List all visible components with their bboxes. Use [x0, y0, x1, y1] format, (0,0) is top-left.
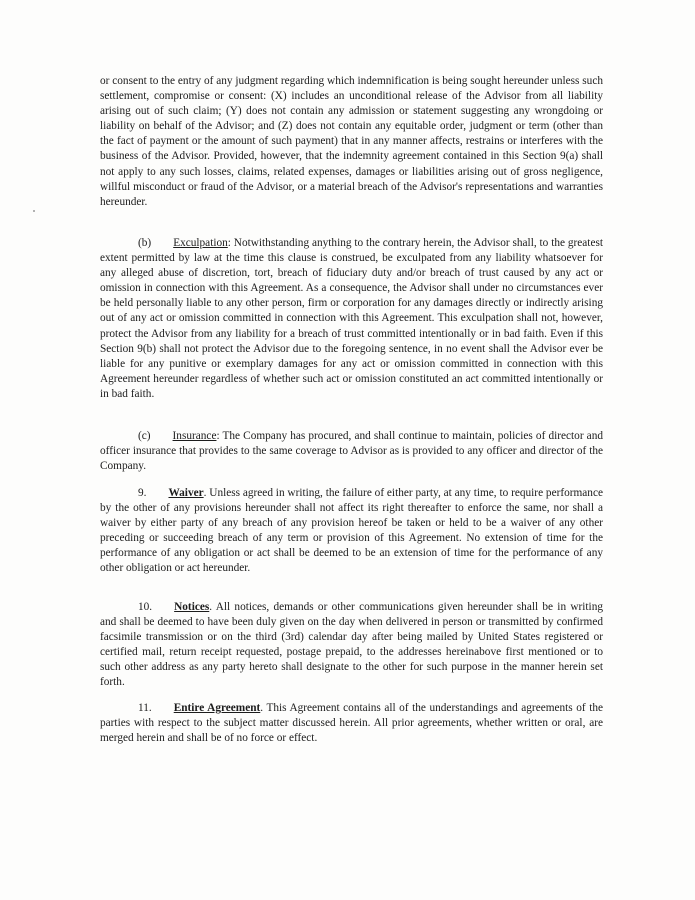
paragraph-notices — [100, 600, 603, 691]
clause-body: : The Company has procured, and shall continue to maintain, policies of director and officer insurance that provides to the same coverage to Advisor as is provided to any officer and director of the Company. — [100, 430, 603, 473]
clause-heading-exculpation: Exculpation — [173, 237, 228, 249]
clause-label: (b) — [138, 237, 152, 249]
paragraph-entire-agreement — [100, 701, 603, 746]
paragraph-insurance — [100, 429, 603, 474]
clause-body: : Notwithstanding anything to the contrary herein, the Advisor shall, to the greatest extent permitted by law at the time this clause is construed, be exculpated from any liability whatsoever for any alleged abuse of discretion, tort, breach of fiduciary duty and/or breach of trust caused by any act or omission in connection with this Agreement. As a consequence, the Advisor shall under no circumstances ever be held personally liable to any other person, firm or corporation for any damages directly or indirectly arising out of any act or omission committed in connection with this Agreement. This exculpation shall not, however, protect the Advisor from any liability for a breach of trust committed intentionally or in bad faith. Even if this Section 9(b) shall not protect the Advisor due to the foregoing sentence, in no event shall the Advisor ever be liable for any punitive or exemplary damages for any act or omission committed in connection with this Agreement hereunder regardless of whether such act or omission constituted an act committed intentionally or in bad faith. — [100, 237, 603, 400]
section-number: 9. — [138, 487, 147, 499]
paragraph-exculpation — [100, 236, 603, 402]
section-heading-waiver: Waiver — [168, 487, 204, 499]
section-body: . All notices, demands or other communications given hereunder shall be in writing and shall be deemed to have been duly given on the day when delivered in person or transmitted by confirmed facsimile transmission or on the third (3rd) calendar day after being mailed by United States registered or certified mail, return receipt requested, postage prepaid, to the addresses hereinabove first mentioned or to such other address as any party hereto shall designate to the other for such purpose in the manner herein set forth. — [100, 601, 603, 689]
section-heading-entire-agreement: Entire Agreement — [173, 702, 261, 714]
section-number: 10. — [138, 601, 153, 613]
section-number: 11. — [138, 702, 152, 714]
scan-speck — [33, 210, 35, 212]
clause-heading-insurance: Insurance — [172, 430, 217, 442]
section-heading-notices: Notices — [174, 601, 210, 613]
section-body: . Unless agreed in writing, the failure of either party, at any time, to require performance by the other of any provisions hereunder shall not affect its right thereafter to enforce the same, nor shall a waiver by either party of any breach of any provision hereof be taken or held to be a waiver of any other preceding or succeeding breach of any term or provision of this Agreement. No extension of time for the performance of any obligation or act shall be deemed to be an extension of time for the performance of any other obligation or act hereunder. — [100, 487, 603, 575]
paragraph-waiver — [100, 486, 603, 577]
section-body: . This Agreement contains all of the understandings and agreements of the parties with respect to the subject matter discussed herein. All prior agreements, whether written or oral, are merged herein and shall be of no force or effect. — [100, 702, 603, 745]
clause-label: (c) — [138, 430, 151, 442]
paragraph-indemnification-continued: or consent to the entry of any judgment regarding which indemnification is being sought hereunder unless such settlement, compromise or consent: (X) includes an unconditional release of the Advisor from all liability arising out of such claim; (Y) does not contain any admission or statement suggesting any wrongdoing or liability on behalf of the Advisor; and (Z) does not contain any equitable order, judgment or term (other than the fact of payment or the amount of such payment) that in any manner affects, restrains or interferes with the business of the Advisor. Provided, however, that the indemnity agreement contained in this Section 9(a) shall not apply to any such losses, claims, related expenses, damages or liabilities arising out of gross negligence, willful misconduct or fraud of the Advisor, or a material breach of the Advisor's representations and warranties hereunder. — [100, 75, 603, 208]
